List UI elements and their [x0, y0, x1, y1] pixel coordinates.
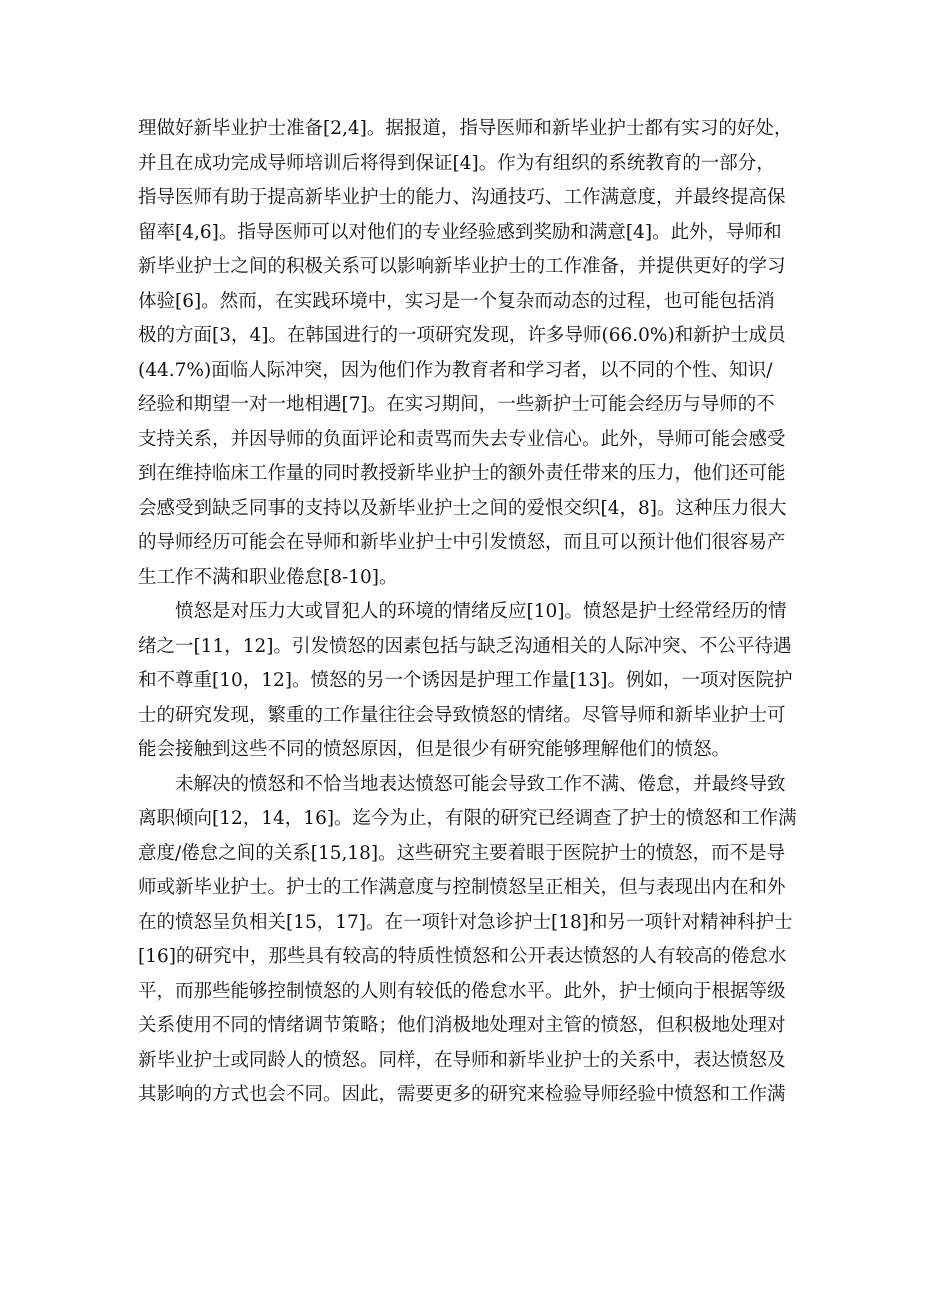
text-line: 经验和期望一对一地相遇[7]。在实习期间，一些新护士可能会经历与导师的不 — [138, 394, 775, 415]
text-line: 愤怒是对压力大或冒犯人的环境的情绪反应[10]。愤怒是护士经常经历的情 — [138, 601, 787, 622]
text-line: 生工作不满和职业倦怠[8-10]。 — [138, 566, 398, 588]
text-line: 未解决的愤怒和不恰当地表达愤怒可能会导致工作不满、倦怠，并最终导致 — [138, 773, 786, 795]
text-line: 在的愤怒呈负相关[15，17]。在一项针对急诊护士[18]和另一项针对精神科护士 — [138, 911, 793, 933]
text-line: 并且在成功完成导师培训后将得到保证[4]。作为有组织的系统教育的一部分， — [138, 152, 775, 174]
text-line: 会感受到缺乏同事的支持以及新毕业护士之间的爱恨交织[4，8]。这种压力很大 — [138, 497, 787, 519]
text-line: (44.7%)面临人际冲突，因为他们作为教育者和学习者，以不同的个性、知识/ — [138, 359, 773, 381]
body-text — [138, 112, 797, 1113]
text-line: 理做好新毕业护士准备[2,4]。据报道，指导医师和新毕业护士都有实习的好处， — [138, 118, 793, 139]
text-line: 离职倾向[12，14，16]。迄今为止，有限的研究已经调查了护士的愤怒和工作满 — [138, 808, 797, 829]
text-line: 指导医师有助于提高新毕业护士的能力、沟通技巧、工作满意度，并最终提高保 — [138, 187, 786, 208]
text-line: 新毕业护士之间的积极关系可以影响新毕业护士的工作准备，并提供更好的学习 — [138, 256, 786, 277]
text-line: 士的研究发现，繁重的工作量往往会导致愤怒的情绪。尽管导师和新毕业护士可 — [138, 704, 786, 726]
text-line: 极的方面[3，4]。在韩国进行的一项研究发现，许多导师(66.0%)和新护士成员 — [138, 325, 786, 346]
text-line: 到在维持临床工作量的同时教授新毕业护士的额外责任带来的压力，他们还可能 — [138, 463, 786, 484]
text-line: 体验[6]。然而，在实践环境中，实习是一个复杂而动态的过程，也可能包括消 — [138, 290, 775, 312]
text-line: 师或新毕业护士。护士的工作满意度与控制愤怒呈正相关，但与表现出内在和外 — [138, 877, 786, 898]
text-line: 支持关系，并因导师的负面评论和责骂而失去专业信心。此外，导师可能会感受 — [138, 428, 786, 450]
text-line: 意度/倦怠之间的关系[15,18]。这些研究主要着眼于医院护士的愤怒，而不是导 — [138, 842, 786, 864]
text-line: 其影响的方式也会不同。因此，需要更多的研究来检验导师经验中愤怒和工作满 — [138, 1084, 786, 1105]
paragraph-2 — [138, 595, 793, 768]
text-line: 留率[4,6]。指导医师可以对他们的专业经验感到奖励和满意[4]。此外，导师和 — [138, 221, 782, 243]
text-line: 的导师经历可能会在导师和新毕业护士中引发愤怒，而且可以预计他们很容易产 — [138, 532, 786, 553]
text-line: 关系使用不同的情绪调节策略；他们消极地处理对主管的愤怒，但积极地处理对 — [138, 1015, 786, 1036]
paragraph-3 — [138, 768, 797, 1113]
text-line: 新毕业护士或同龄人的愤怒。同样，在导师和新毕业护士的关系中，表达愤怒及 — [138, 1049, 786, 1071]
text-line: 绪之一[11，12]。引发愤怒的因素包括与缺乏沟通相关的人际冲突、不公平待遇 — [138, 635, 792, 657]
text-line: 和不尊重[10，12]。愤怒的另一个诱因是护理工作量[13]。例如，一项对医院护 — [138, 670, 793, 691]
text-line: [16]的研究中，那些具有较高的特质性愤怒和公开表达愤怒的人有较高的倦怠水 — [138, 946, 787, 967]
paragraph-1 — [138, 112, 793, 595]
text-line: 能会接触到这些不同的愤怒原因，但是很少有研究能够理解他们的愤怒。 — [138, 739, 731, 760]
text-line: 平，而那些能够控制愤怒的人则有较低的倦怠水平。此外，护士倾向于根据等级 — [138, 980, 786, 1002]
